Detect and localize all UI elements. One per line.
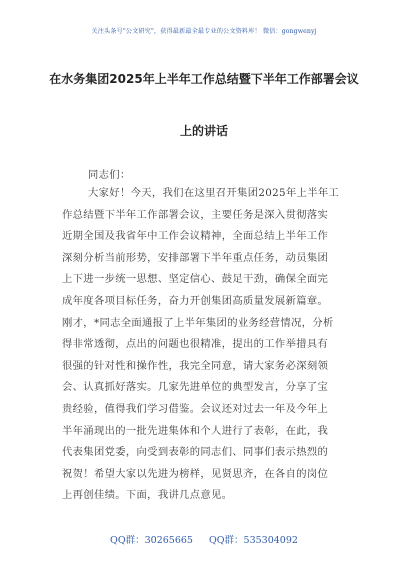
paragraph-line: 上再创佳绩。下面，我讲几点意见。 bbox=[62, 489, 233, 502]
paragraph-line: 很强的针对性和操作性，我完全同意，请大家务必深刻领 bbox=[62, 359, 329, 372]
paragraph-line: 会、认真抓好落实。几家先进单位的典型发言，分享了宝 bbox=[62, 381, 329, 394]
paragraph-line: 深刻分析当前形势，安排部署下半年重点任务，动员集团 bbox=[62, 251, 329, 264]
paragraph-line: 大家好！今天，我们在这里召开集团2025年上半年工 bbox=[88, 187, 340, 199]
speech-paragraph bbox=[62, 183, 352, 507]
header-banner: 关注头条号"公文研究"，获得最新最全最专业的公文资料库！ 微信：gongwenyj bbox=[91, 28, 317, 35]
paragraph-line: 刚才，*同志全面通报了上半年集团的业务经营情况，分析 bbox=[62, 316, 334, 329]
footer-qq-group-1: QQ群：30265665 bbox=[110, 535, 193, 546]
paragraph-line: 半年涌现出的一批先进集体和个人进行了表彰，在此，我 bbox=[62, 424, 329, 437]
paragraph-line: 近期全国及我省年中工作会议精神，全面总结上半年工作 bbox=[62, 230, 329, 243]
paragraph-line: 成年度各项目标任务，奋力开创集团高质量发展新篇章。 bbox=[62, 294, 329, 307]
paragraph-line: 得非常透彻，点出的问题也很精准，提出的工作举措具有 bbox=[62, 338, 329, 351]
paragraph-line: 上下进一步统一思想、坚定信心、鼓足干劲，确保全面完 bbox=[62, 273, 329, 286]
footer-contact bbox=[0, 532, 408, 546]
document-title-line-1: 在水务集团2025年上半年工作总结暨下半年工作部署会议 bbox=[49, 72, 359, 86]
document-title-line-2: 上的讲话 bbox=[179, 124, 228, 138]
paragraph-line: 祝贺！希望大家以先进为榜样，见贤思齐，在各自的岗位 bbox=[62, 467, 329, 480]
paragraph-line: 代表集团党委，向受到表彰的同志们、同事们表示热烈的 bbox=[62, 446, 329, 459]
footer-qq-group-2: QQ群：535304092 bbox=[208, 535, 298, 546]
paragraph-line: 作总结暨下半年工作部署会议，主要任务是深入贯彻落实 bbox=[62, 208, 329, 221]
paragraph-line: 贵经验，值得我们学习借鉴。会议还对过去一年及今年上 bbox=[62, 402, 329, 415]
salutation: 同志们： bbox=[88, 169, 131, 181]
